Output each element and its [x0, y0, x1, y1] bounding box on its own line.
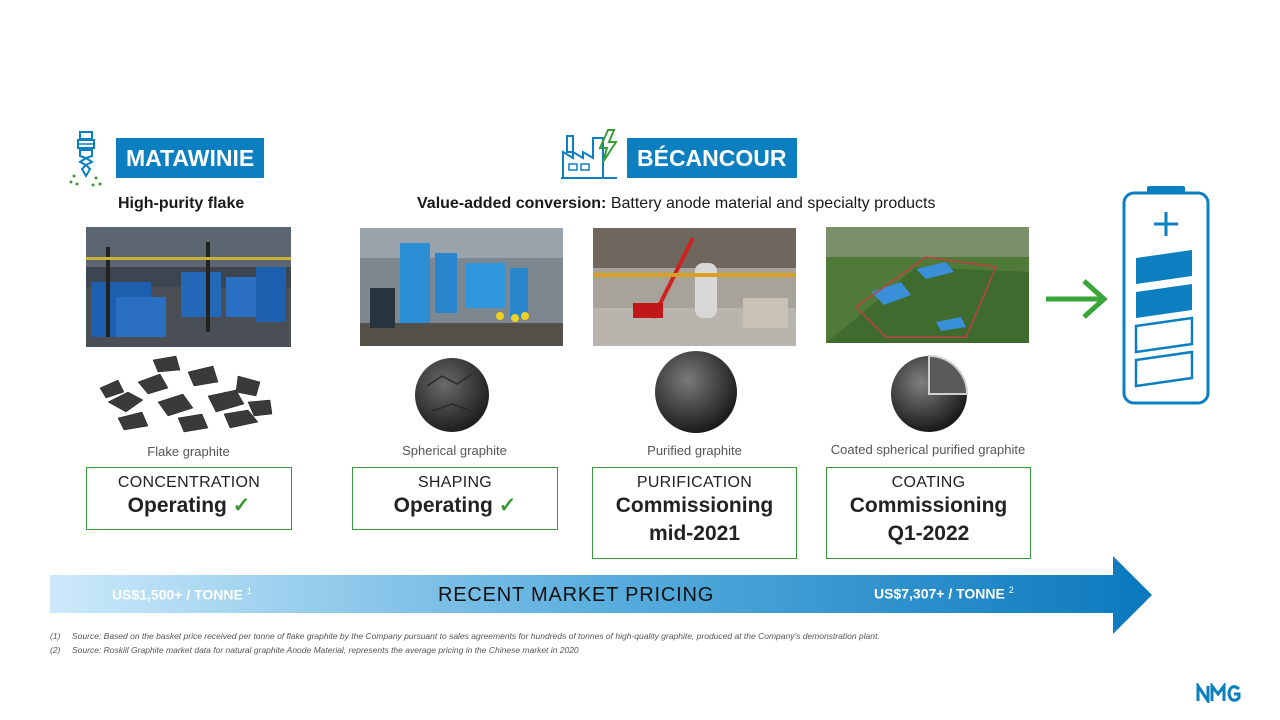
footnote: (1) Source: Based on the basket price received per tonne of flake graphite by the Company pursuant to sales agreements for hundreds of tonnes of high-quality graphite, produced at the Company's demonstration plant. [50, 631, 880, 641]
processing-plant-photo [86, 227, 291, 347]
flake-graphite-image [98, 352, 274, 434]
stage-box-shaping [352, 467, 558, 530]
checkmark-icon: ✓ [232, 494, 251, 517]
product-caption: Flake graphite [147, 444, 230, 459]
product-caption: Spherical graphite [402, 443, 507, 458]
aerial-site-photo [826, 227, 1029, 343]
stage-box-purification [592, 467, 797, 559]
becancour-subtitle: Value-added conversion: Battery anode material and specialty products [417, 195, 936, 212]
shaping-plant-photo [360, 228, 563, 346]
spherical-graphite-image [412, 356, 492, 434]
footnote: (2) Source: Roskill Graphite market data for natural graphite Anode Material, represents the average pricing in the Chinese market in 2020 [50, 645, 579, 655]
product-caption: Coated spherical purified graphite [830, 442, 1026, 457]
purification-hall-photo [593, 228, 796, 346]
stage-name: PURIFICATION [636, 474, 753, 491]
site-tag-becancour: BÉCANCOUR [627, 138, 797, 178]
site-tag-matawinie: MATAWINIE [116, 138, 264, 178]
stage-name: CONCENTRATION [117, 474, 261, 491]
drill-icon [66, 130, 106, 190]
product-caption: Purified graphite [647, 443, 742, 458]
stage-status: Operating ✓ [393, 494, 517, 517]
stage-status: Commissioning [849, 494, 1008, 517]
checkmark-icon: ✓ [498, 494, 517, 517]
stage-status: Operating ✓ [127, 494, 251, 517]
stage-name: COATING [891, 474, 966, 491]
company-logo [1196, 683, 1242, 703]
stage-box-concentration [86, 467, 292, 530]
price-low: US$1,500+ / TONNE $^1$ [112, 586, 252, 603]
arrow-right-icon [1044, 276, 1110, 322]
stage-box-coating [826, 467, 1031, 559]
factory-icon [560, 128, 618, 180]
stage-status: Commissioning [615, 494, 774, 517]
stage-status-date: mid-2021 [648, 522, 741, 545]
stage-name: SHAPING [417, 474, 493, 491]
purified-graphite-image [654, 350, 738, 434]
price-high: US$7,307+ / TONNE $^2$ [874, 585, 1014, 602]
stage-status-date: Q1-2022 [887, 522, 970, 545]
coated-graphite-image [889, 354, 969, 434]
matawinie-subtitle: High-purity flake [118, 195, 245, 212]
pricing-title: RECENT MARKET PRICING [438, 584, 715, 606]
battery-icon [1120, 184, 1212, 406]
